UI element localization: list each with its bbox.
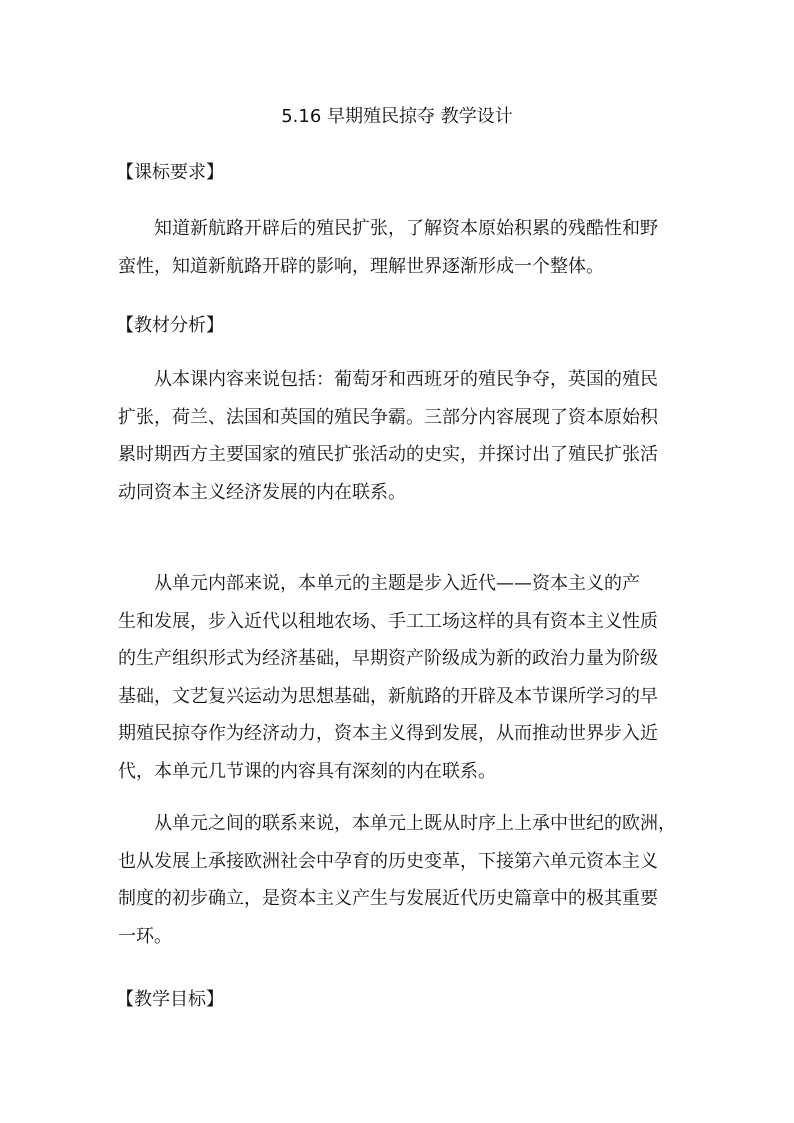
- paragraph-line: 动同资本主义经济发展的内在联系。: [118, 481, 406, 503]
- section-heading-curriculum-requirements: 【课标要求】: [116, 162, 224, 183]
- paragraph-line: 的生产组织形式为经济基础，早期资产阶级成为新的政治力量为阶级: [118, 648, 658, 669]
- paragraph-line: 也从发展上承接欧洲社会中孕育的历史变革，下接第六单元资本主义: [118, 850, 658, 872]
- section-heading-textbook-analysis: 【教材分析】: [116, 315, 224, 336]
- curriculum-requirements-paragraph: [118, 210, 678, 285]
- document-title: 5.16 早期殖民掠夺 教学设计: [281, 106, 513, 127]
- paragraph-line: 扩张，荷兰、法国和英国的殖民争霸。三部分内容展现了资本原始积: [118, 406, 658, 428]
- section-heading-teaching-objectives: 【教学目标】: [116, 989, 224, 1010]
- textbook-analysis-paragraph-3: [118, 805, 678, 955]
- paragraph-line: 一环。: [118, 925, 172, 947]
- paragraph-line: 基础，文艺复兴运动为思想基础，新航路的开辟及本节课所学习的早: [118, 685, 658, 707]
- paragraph-line: 蛮性，知道新航路开辟的影响，理解世界逐渐形成一个整体。: [118, 255, 604, 277]
- paragraph-line: 从本课内容来说包括：葡萄牙和西班牙的殖民争夺，英国的殖民: [154, 369, 658, 390]
- paragraph-line: 期殖民掠夺作为经济动力，资本主义得到发展，从而推动世界步入近: [118, 723, 658, 744]
- paragraph-line: 累时期西方主要国家的殖民扩张活动的史实，并探讨出了殖民扩张活: [118, 444, 658, 465]
- paragraph-line: 知道新航路开辟后的殖民扩张，了解资本原始积累的残酷性和野: [154, 218, 658, 239]
- paragraph-line: 从单元之间的联系来说，本单元上既从时序上上承中世纪的欧洲，: [154, 813, 676, 834]
- paragraph-line: 从单元内部来说，本单元的主题是步入近代——资本主义的产: [154, 573, 640, 594]
- paragraph-line: 生和发展，步入近代以租地农场、手工工场这样的具有资本主义性质: [118, 610, 658, 632]
- textbook-analysis-paragraph-1: [118, 361, 678, 511]
- paragraph-line: 制度的初步确立，是资本主义产生与发展近代历史篇章中的极其重要: [118, 888, 658, 909]
- paragraph-line: 代，本单元几节课的内容具有深刻的内在联系。: [118, 760, 496, 782]
- textbook-analysis-paragraph-2: [118, 565, 678, 790]
